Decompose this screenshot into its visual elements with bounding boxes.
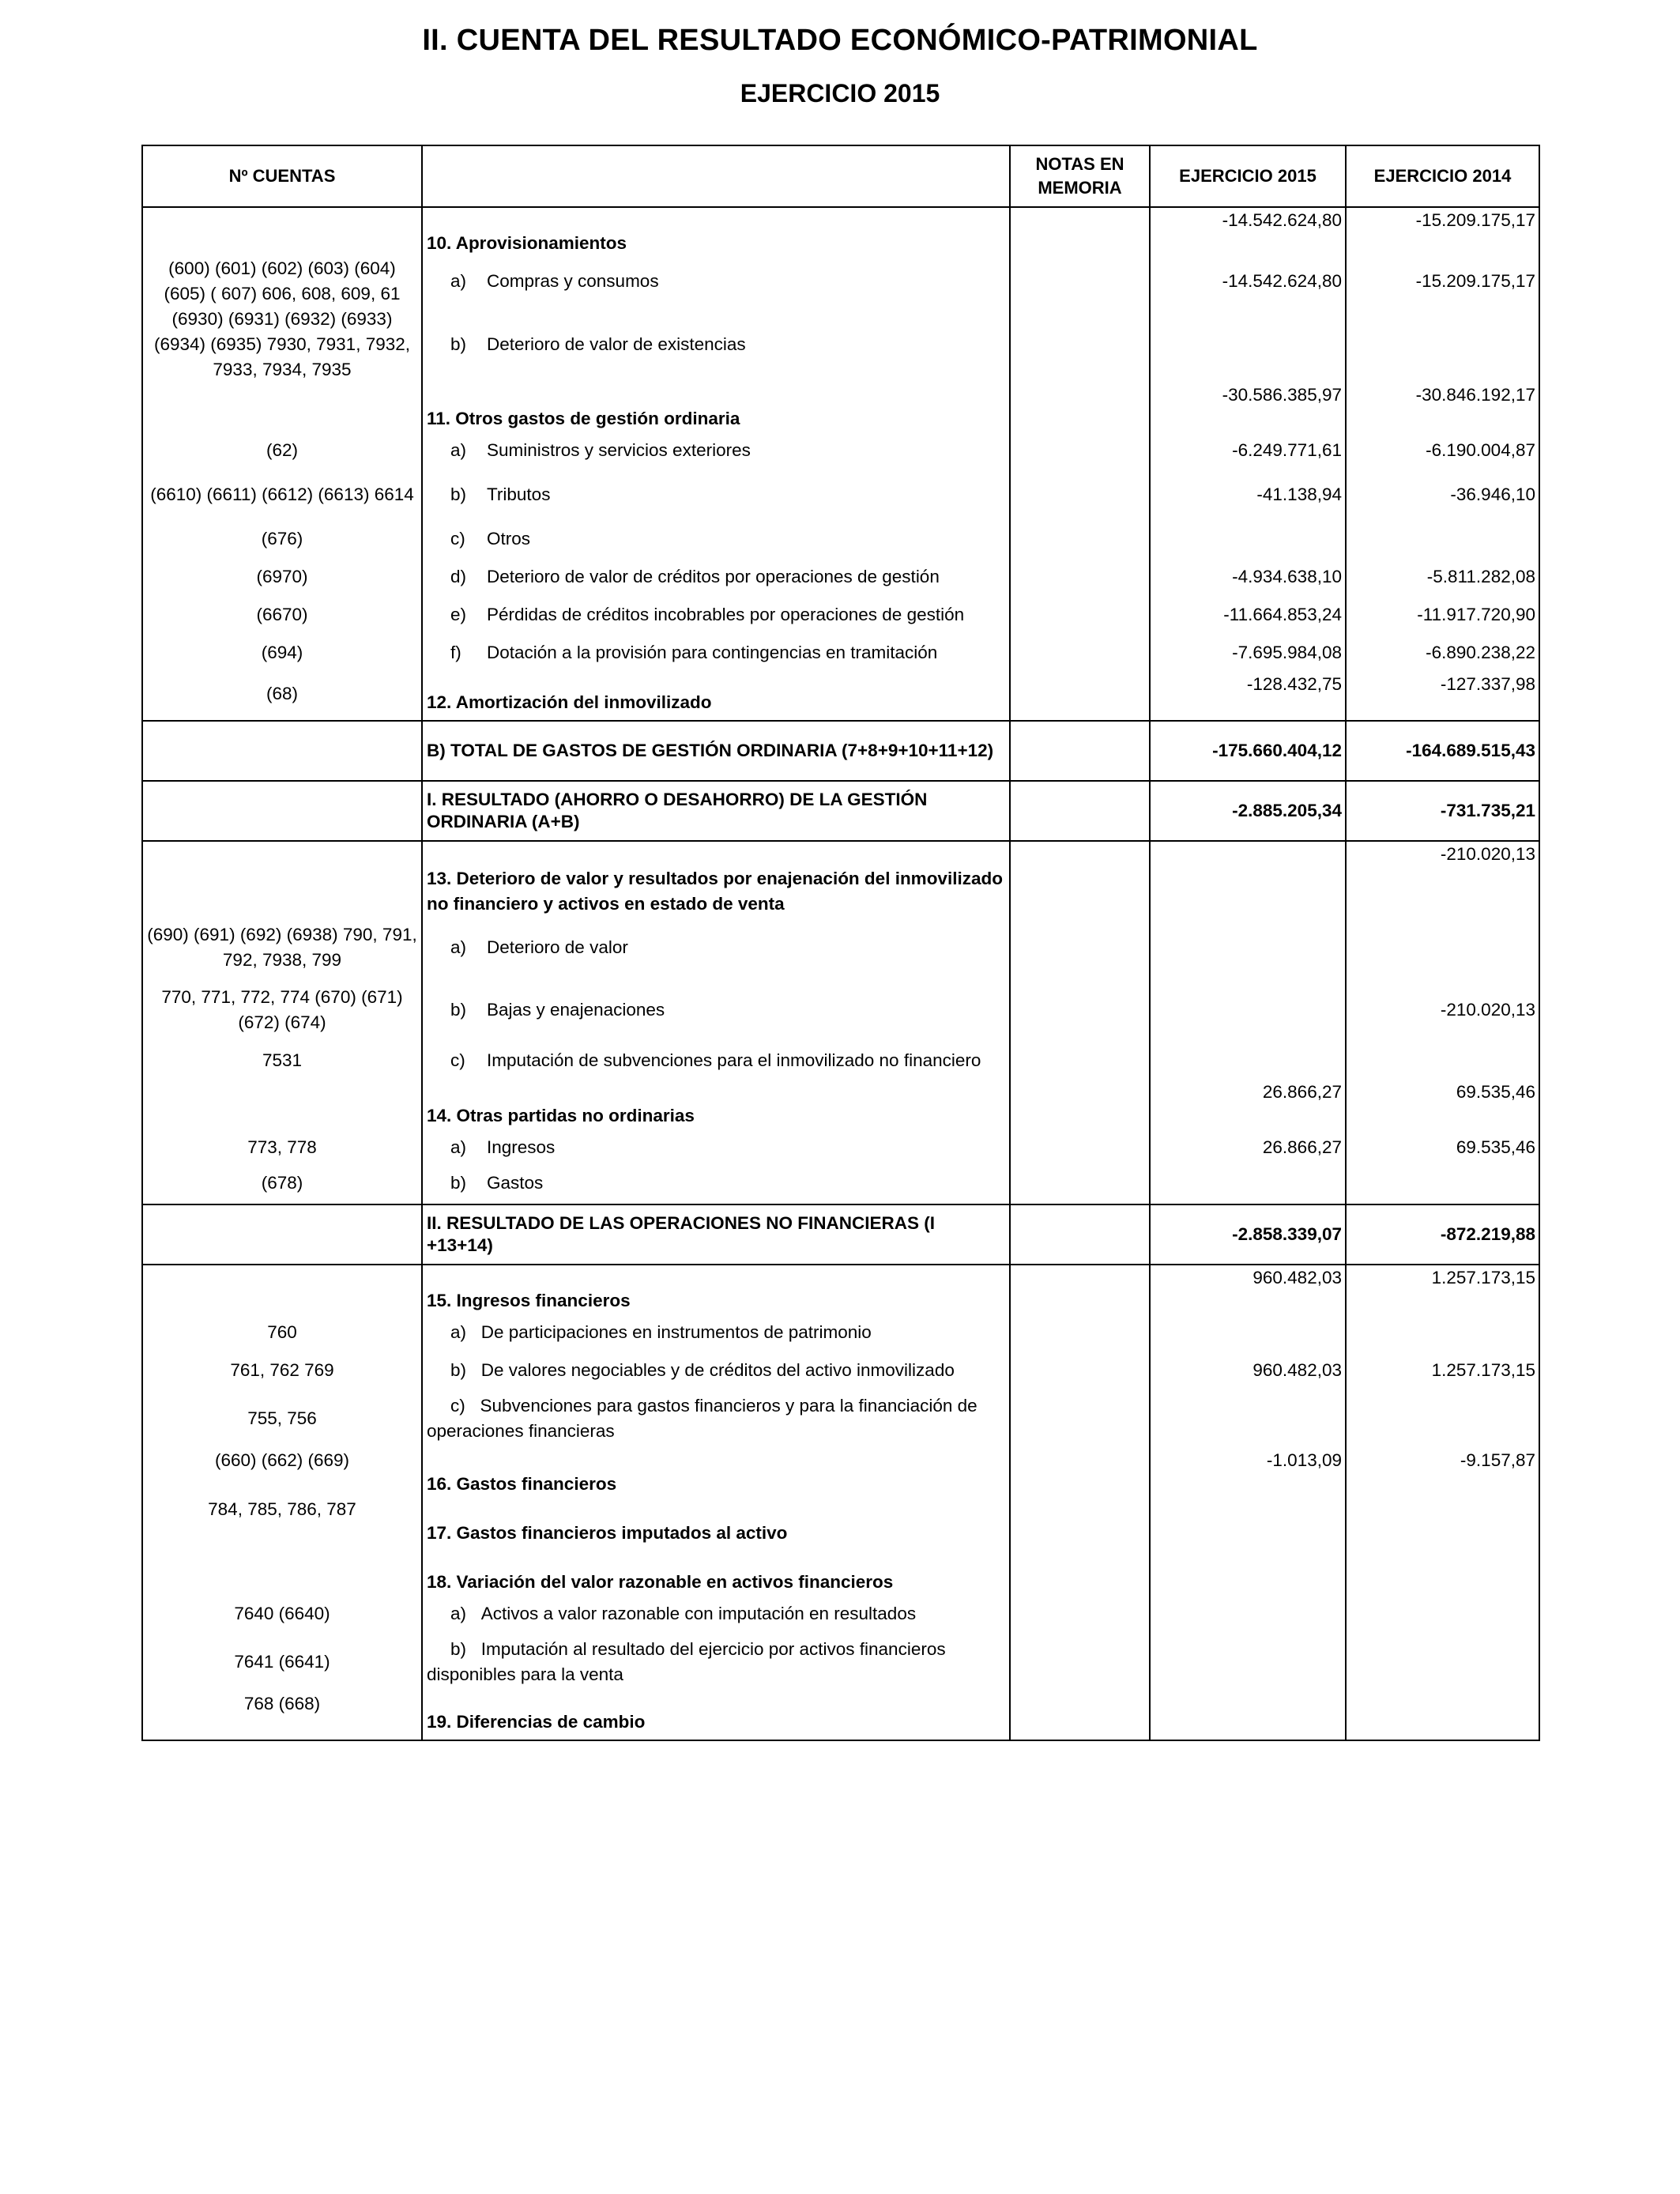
result-ii-block [142, 1204, 1539, 1265]
value-2015: -4.934.638,10 [1150, 558, 1346, 596]
value-2014: -15.209.175,17 [1346, 207, 1539, 256]
accounts-cell: (600) (601) (602) (603) (604) (605) ( 607) 606, 608, 609, 61 [142, 256, 422, 307]
accounts-cell: 770, 771, 772, 774 (670) (671) (672) (674) [142, 978, 422, 1042]
notes-cell [1010, 634, 1150, 672]
line-label: 15. Ingresos financieros [422, 1265, 1010, 1314]
table-row [142, 1351, 1539, 1389]
notes-cell [1010, 841, 1150, 917]
value-2015: -11.664.853,24 [1150, 596, 1346, 634]
section-non-ordinary [142, 841, 1539, 1204]
value-2014: -5.811.282,08 [1346, 558, 1539, 596]
value-2015 [1150, 1633, 1346, 1691]
table-row [142, 634, 1539, 672]
notes-cell [1010, 1448, 1150, 1497]
line-label: 19. Diferencias de cambio [422, 1691, 1010, 1740]
value-2015: -6.249.771,61 [1150, 432, 1346, 469]
table-row [142, 1265, 1539, 1314]
value-2015: 26.866,27 [1150, 1129, 1346, 1167]
notes-cell [1010, 917, 1150, 978]
notes-cell [1010, 520, 1150, 558]
accounts-cell: 7640 (6640) [142, 1595, 422, 1633]
line-label: 13. Deterioro de valor y resultados por enajenación del inmovilizado no financiero y activos en estado de venta [422, 841, 1010, 917]
notes-cell [1010, 1265, 1150, 1314]
table-row [142, 558, 1539, 596]
notes-cell [1010, 469, 1150, 520]
line-label: 12. Amortización del inmovilizado [422, 672, 1010, 721]
value-2014 [1346, 1314, 1539, 1351]
total-row [142, 781, 1539, 841]
value-2014 [1346, 307, 1539, 383]
line-label: a) Compras y consumos [422, 256, 1010, 307]
value-2015 [1150, 978, 1346, 1042]
line-label: c) Otros [422, 520, 1010, 558]
value-2015: 960.482,03 [1150, 1351, 1346, 1389]
notes-cell [1010, 1351, 1150, 1389]
year-2015-column-header: EJERCICIO 2015 [1150, 145, 1346, 207]
total-value-2014: -164.689.515,43 [1346, 721, 1539, 781]
accounts-cell [142, 1546, 422, 1595]
line-label: a) Activos a valor razonable con imputación en resultados [422, 1595, 1010, 1633]
notes-cell [1010, 672, 1150, 721]
line-label: b) Bajas y enajenaciones [422, 978, 1010, 1042]
line-label: 11. Otros gastos de gestión ordinaria [422, 383, 1010, 432]
accounts-cell: (6670) [142, 596, 422, 634]
accounts-cell: (6930) (6931) (6932) (6933) (6934) (6935) 7930, 7931, 7932, 7933, 7934, 7935 [142, 307, 422, 383]
accounts-cell: (68) [142, 672, 422, 721]
accounts-cell: (62) [142, 432, 422, 469]
value-2014: -36.946,10 [1346, 469, 1539, 520]
line-label: b) Deterioro de valor de existencias [422, 307, 1010, 383]
line-label: a) De participaciones en instrumentos de patrimonio [422, 1314, 1010, 1351]
total-row [142, 721, 1539, 781]
value-2014: -210.020,13 [1346, 978, 1539, 1042]
table-header-row [142, 145, 1539, 207]
value-2014: -210.020,13 [1346, 841, 1539, 917]
table-row [142, 978, 1539, 1042]
section-financial [142, 1265, 1539, 1740]
table-row [142, 1314, 1539, 1351]
table-row [142, 917, 1539, 978]
value-2014: 1.257.173,15 [1346, 1351, 1539, 1389]
line-label: c) Imputación de subvenciones para el inmovilizado no financiero [422, 1042, 1010, 1080]
notes-cell [1010, 1691, 1150, 1740]
accounts-cell [142, 1080, 422, 1129]
notes-cell [1010, 1595, 1150, 1633]
value-2015: -7.695.984,08 [1150, 634, 1346, 672]
accounts-cell [142, 1204, 422, 1265]
result-i-block [142, 781, 1539, 841]
line-label: 14. Otras partidas no ordinarias [422, 1080, 1010, 1129]
notes-cell [1010, 978, 1150, 1042]
total-row [142, 1204, 1539, 1265]
total-label: I. RESULTADO (AHORRO O DESAHORRO) DE LA GESTIÓN ORDINARIA (A+B) [422, 781, 1010, 841]
table-row [142, 307, 1539, 383]
notes-cell [1010, 1167, 1150, 1204]
total-value-2015: -2.858.339,07 [1150, 1204, 1346, 1265]
table-row [142, 672, 1539, 721]
table-row [142, 1167, 1539, 1204]
notes-column-header: NOTAS EN MEMORIA [1010, 145, 1150, 207]
notes-cell [1010, 781, 1150, 841]
value-2015: 960.482,03 [1150, 1265, 1346, 1314]
value-2015: -41.138,94 [1150, 469, 1346, 520]
value-2014 [1346, 1389, 1539, 1448]
notes-cell [1010, 1129, 1150, 1167]
line-label: 18. Variación del valor razonable en activos financieros [422, 1546, 1010, 1595]
notes-cell [1010, 1204, 1150, 1265]
notes-cell [1010, 721, 1150, 781]
value-2015: -14.542.624,80 [1150, 207, 1346, 256]
notes-cell [1010, 558, 1150, 596]
value-2014 [1346, 1633, 1539, 1691]
value-2015: 26.866,27 [1150, 1080, 1346, 1129]
line-label: c) Subvenciones para gastos financieros y para la financiación de operaciones financieras [422, 1389, 1010, 1448]
accounts-cell: (6610) (6611) (6612) (6613) 6614 [142, 469, 422, 520]
table-row [142, 256, 1539, 307]
accounts-cell: (676) [142, 520, 422, 558]
value-2015: -128.432,75 [1150, 672, 1346, 721]
notes-cell [1010, 1389, 1150, 1448]
notes-cell [1010, 432, 1150, 469]
table-row [142, 207, 1539, 256]
line-label: a) Ingresos [422, 1129, 1010, 1167]
value-2014 [1346, 1546, 1539, 1595]
line-label: b) Tributos [422, 469, 1010, 520]
accounts-cell: 761, 762 769 [142, 1351, 422, 1389]
table-row [142, 1448, 1539, 1497]
line-label: b) De valores negociables y de créditos del activo inmovilizado [422, 1351, 1010, 1389]
accounts-cell: 755, 756 [142, 1389, 422, 1448]
value-2014 [1346, 917, 1539, 978]
notes-cell [1010, 1314, 1150, 1351]
table-row [142, 1497, 1539, 1546]
value-2015 [1150, 1042, 1346, 1080]
value-2014: 69.535,46 [1346, 1129, 1539, 1167]
value-2014: 69.535,46 [1346, 1080, 1539, 1129]
value-2014: -30.846.192,17 [1346, 383, 1539, 432]
accounts-cell: (6970) [142, 558, 422, 596]
value-2014: -6.890.238,22 [1346, 634, 1539, 672]
value-2014 [1346, 1497, 1539, 1546]
table-row [142, 1129, 1539, 1167]
line-label: 16. Gastos financieros [422, 1448, 1010, 1497]
accounts-cell: (690) (691) (692) (6938) 790, 791, 792, 7938, 799 [142, 917, 422, 978]
value-2014 [1346, 1691, 1539, 1740]
line-label: a) Suministros y servicios exteriores [422, 432, 1010, 469]
line-label: d) Deterioro de valor de créditos por operaciones de gestión [422, 558, 1010, 596]
value-2015 [1150, 841, 1346, 917]
line-label: a) Deterioro de valor [422, 917, 1010, 978]
notes-cell [1010, 1080, 1150, 1129]
value-2015 [1150, 1314, 1346, 1351]
notes-cell [1010, 1497, 1150, 1546]
table-row [142, 432, 1539, 469]
table-row [142, 1546, 1539, 1595]
accounts-cell [142, 841, 422, 917]
line-label: 17. Gastos financieros imputados al activo [422, 1497, 1010, 1546]
accounts-cell: 773, 778 [142, 1129, 422, 1167]
page-title: II. CUENTA DEL RESULTADO ECONÓMICO-PATRIMONIAL [422, 24, 1258, 57]
description-column-header [422, 145, 1010, 207]
table-row [142, 1042, 1539, 1080]
value-2015 [1150, 917, 1346, 978]
table-row [142, 383, 1539, 432]
table-row [142, 1633, 1539, 1691]
value-2015: -30.586.385,97 [1150, 383, 1346, 432]
accounts-cell [142, 207, 422, 256]
table-row [142, 1595, 1539, 1633]
value-2014 [1346, 1595, 1539, 1633]
accounts-cell: 768 (668) [142, 1691, 422, 1740]
notes-cell [1010, 1633, 1150, 1691]
line-label: e) Pérdidas de créditos incobrables por operaciones de gestión [422, 596, 1010, 634]
total-label: B) TOTAL DE GASTOS DE GESTIÓN ORDINARIA (7+8+9+10+11+12) [422, 721, 1010, 781]
accounts-cell: (694) [142, 634, 422, 672]
total-value-2015: -2.885.205,34 [1150, 781, 1346, 841]
income-statement-table [141, 145, 1540, 1741]
table-row [142, 520, 1539, 558]
value-2015 [1150, 1546, 1346, 1595]
notes-cell [1010, 596, 1150, 634]
table-row [142, 596, 1539, 634]
value-2015: -14.542.624,80 [1150, 256, 1346, 307]
table-row [142, 1389, 1539, 1448]
notes-cell [1010, 207, 1150, 256]
value-2015 [1150, 520, 1346, 558]
accounts-cell: (660) (662) (669) [142, 1448, 422, 1497]
accounts-cell [142, 781, 422, 841]
table-row [142, 1080, 1539, 1129]
value-2014: -6.190.004,87 [1346, 432, 1539, 469]
accounts-cell: 7641 (6641) [142, 1633, 422, 1691]
line-label: b) Imputación al resultado del ejercicio por activos financieros disponibles para la venta [422, 1633, 1010, 1691]
value-2014 [1346, 1042, 1539, 1080]
total-b-block [142, 721, 1539, 781]
accounts-cell: 760 [142, 1314, 422, 1351]
value-2015 [1150, 1691, 1346, 1740]
value-2015 [1150, 1497, 1346, 1546]
section-ordinary-expenses [142, 207, 1539, 721]
value-2014: -15.209.175,17 [1346, 256, 1539, 307]
notes-cell [1010, 307, 1150, 383]
notes-cell [1010, 383, 1150, 432]
accounts-cell [142, 383, 422, 432]
accounts-column-header: Nº CUENTAS [142, 145, 422, 207]
page-subtitle: EJERCICIO 2015 [740, 79, 940, 107]
table-row [142, 1691, 1539, 1740]
total-label: II. RESULTADO DE LAS OPERACIONES NO FINANCIERAS (I +13+14) [422, 1204, 1010, 1265]
accounts-cell [142, 721, 422, 781]
total-value-2014: -731.735,21 [1346, 781, 1539, 841]
notes-cell [1010, 1042, 1150, 1080]
line-label: 10. Aprovisionamientos [422, 207, 1010, 256]
value-2014: -9.157,87 [1346, 1448, 1539, 1497]
value-2014 [1346, 1167, 1539, 1204]
value-2015 [1150, 1389, 1346, 1448]
value-2015: -1.013,09 [1150, 1448, 1346, 1497]
value-2014: -11.917.720,90 [1346, 596, 1539, 634]
table-row [142, 469, 1539, 520]
accounts-cell: 784, 785, 786, 787 [142, 1497, 422, 1546]
value-2015 [1150, 1167, 1346, 1204]
line-label: b) Gastos [422, 1167, 1010, 1204]
total-value-2015: -175.660.404,12 [1150, 721, 1346, 781]
line-label: f) Dotación a la provisión para contingencias en tramitación [422, 634, 1010, 672]
accounts-cell: 7531 [142, 1042, 422, 1080]
notes-cell [1010, 1546, 1150, 1595]
notes-cell [1010, 256, 1150, 307]
total-value-2014: -872.219,88 [1346, 1204, 1539, 1265]
accounts-cell [142, 1265, 422, 1314]
value-2014: -127.337,98 [1346, 672, 1539, 721]
value-2014: 1.257.173,15 [1346, 1265, 1539, 1314]
value-2015 [1150, 307, 1346, 383]
accounts-cell: (678) [142, 1167, 422, 1204]
value-2015 [1150, 1595, 1346, 1633]
table-row [142, 841, 1539, 917]
value-2014 [1346, 520, 1539, 558]
year-2014-column-header: EJERCICIO 2014 [1346, 145, 1539, 207]
